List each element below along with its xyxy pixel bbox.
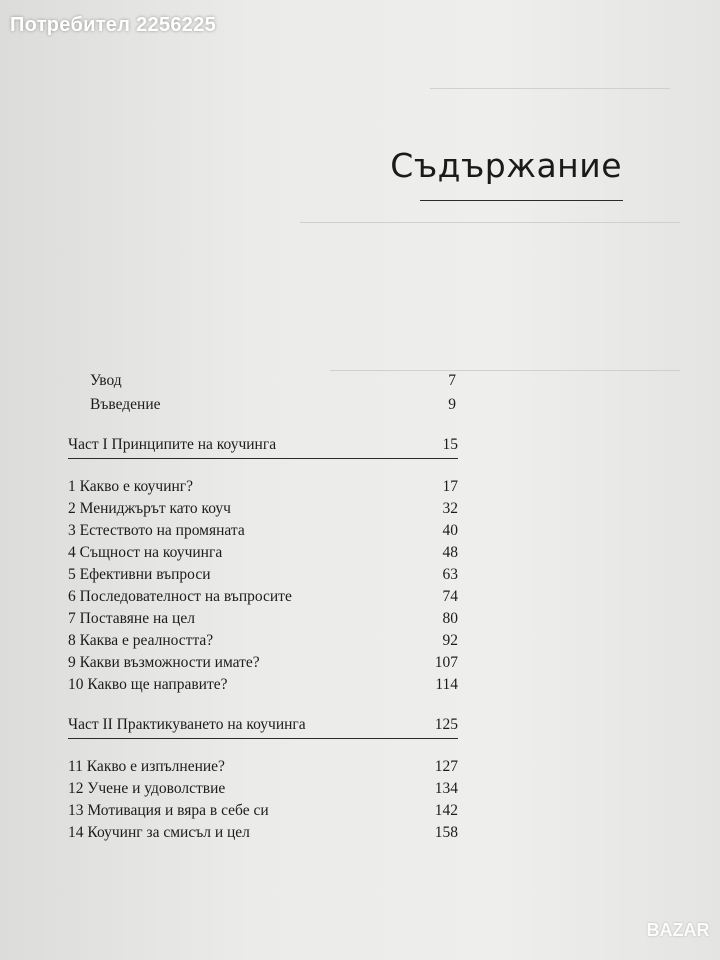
bazar-logo — [636, 900, 720, 960]
toc-entry-page: 92 — [442, 632, 458, 649]
bazar-logo-text: BAZAR — [646, 919, 710, 940]
toc-entry-label: 12 Учене и удоволствие — [68, 780, 226, 797]
toc-entry-label: 10 Какво ще направите? — [68, 676, 228, 693]
toc-entry — [68, 498, 458, 520]
toc-entry-page: 9 — [448, 396, 456, 413]
toc-part-page: 15 — [442, 436, 458, 453]
toc-entry-page: 114 — [435, 676, 458, 693]
toc-entry — [68, 586, 458, 608]
show-through-line — [300, 222, 680, 223]
user-watermark: Потребител 2256225 — [10, 14, 217, 36]
toc-entry-label: 5 Ефективни въпроси — [68, 566, 211, 583]
part-divider — [68, 738, 458, 739]
title-underline — [420, 200, 623, 201]
toc-entry-page: 127 — [434, 758, 458, 775]
toc-entry — [68, 520, 458, 542]
toc-entry — [68, 778, 458, 800]
toc-entry — [68, 394, 458, 416]
toc-entry-label: 2 Мениджърът като коуч — [68, 500, 231, 517]
toc-entry-label: 9 Какви възможности имате? — [68, 654, 260, 671]
page-title: Съдържание — [390, 146, 622, 185]
toc-entry-page: 74 — [442, 588, 458, 605]
toc-entry-label: 7 Поставяне на цел — [68, 610, 195, 627]
toc-entry — [68, 370, 458, 392]
toc-entry — [68, 652, 458, 674]
toc-entry-label: 14 Коучинг за смисъл и цел — [68, 824, 250, 841]
toc-entry — [68, 476, 458, 498]
toc-part-label: Част II Практикуването на коучинга — [68, 716, 306, 733]
toc-entry-page: 40 — [442, 522, 458, 539]
toc-entry-label: Въведение — [90, 396, 161, 413]
toc-entry — [68, 822, 458, 844]
toc-entry-page: 158 — [434, 824, 458, 841]
toc-entry-label: 11 Какво е изпълнение? — [68, 758, 225, 775]
toc-entry-page: 80 — [442, 610, 458, 627]
toc-entry-label: 8 Каква е реалността? — [68, 632, 214, 649]
toc-entry-label: 6 Последователност на въпросите — [68, 588, 292, 605]
toc-part-page: 125 — [434, 716, 458, 733]
toc-entry — [68, 674, 458, 696]
toc-part-heading — [68, 714, 458, 736]
toc-entry-label: 13 Мотивация и вяра в себе си — [68, 802, 269, 819]
toc-entry-page: 142 — [434, 802, 458, 819]
toc-entry — [68, 542, 458, 564]
toc-entry — [68, 608, 458, 630]
toc-entry — [68, 756, 458, 778]
toc-entry-page: 7 — [448, 372, 456, 389]
toc-entry-page: 17 — [442, 478, 458, 495]
toc-entry-page: 63 — [442, 566, 458, 583]
part-divider — [68, 458, 458, 459]
toc-entry-page: 134 — [434, 780, 458, 797]
toc-part-label: Част I Принципите на коучинга — [68, 436, 277, 453]
toc-entry-label: Увод — [90, 372, 122, 389]
toc-entry — [68, 800, 458, 822]
toc-entry — [68, 630, 458, 652]
toc-entry-label: 1 Какво е коучинг? — [68, 478, 194, 495]
show-through-line — [430, 88, 670, 89]
toc-entry-label: 4 Същност на коучинга — [68, 544, 223, 561]
toc-entry — [68, 564, 458, 586]
toc-entry-page: 107 — [434, 654, 458, 671]
toc-entry-label: 3 Естеството на промяната — [68, 522, 245, 539]
toc-part-heading — [68, 434, 458, 456]
toc-entry-page: 48 — [442, 544, 458, 561]
toc-entry-page: 32 — [442, 500, 458, 517]
